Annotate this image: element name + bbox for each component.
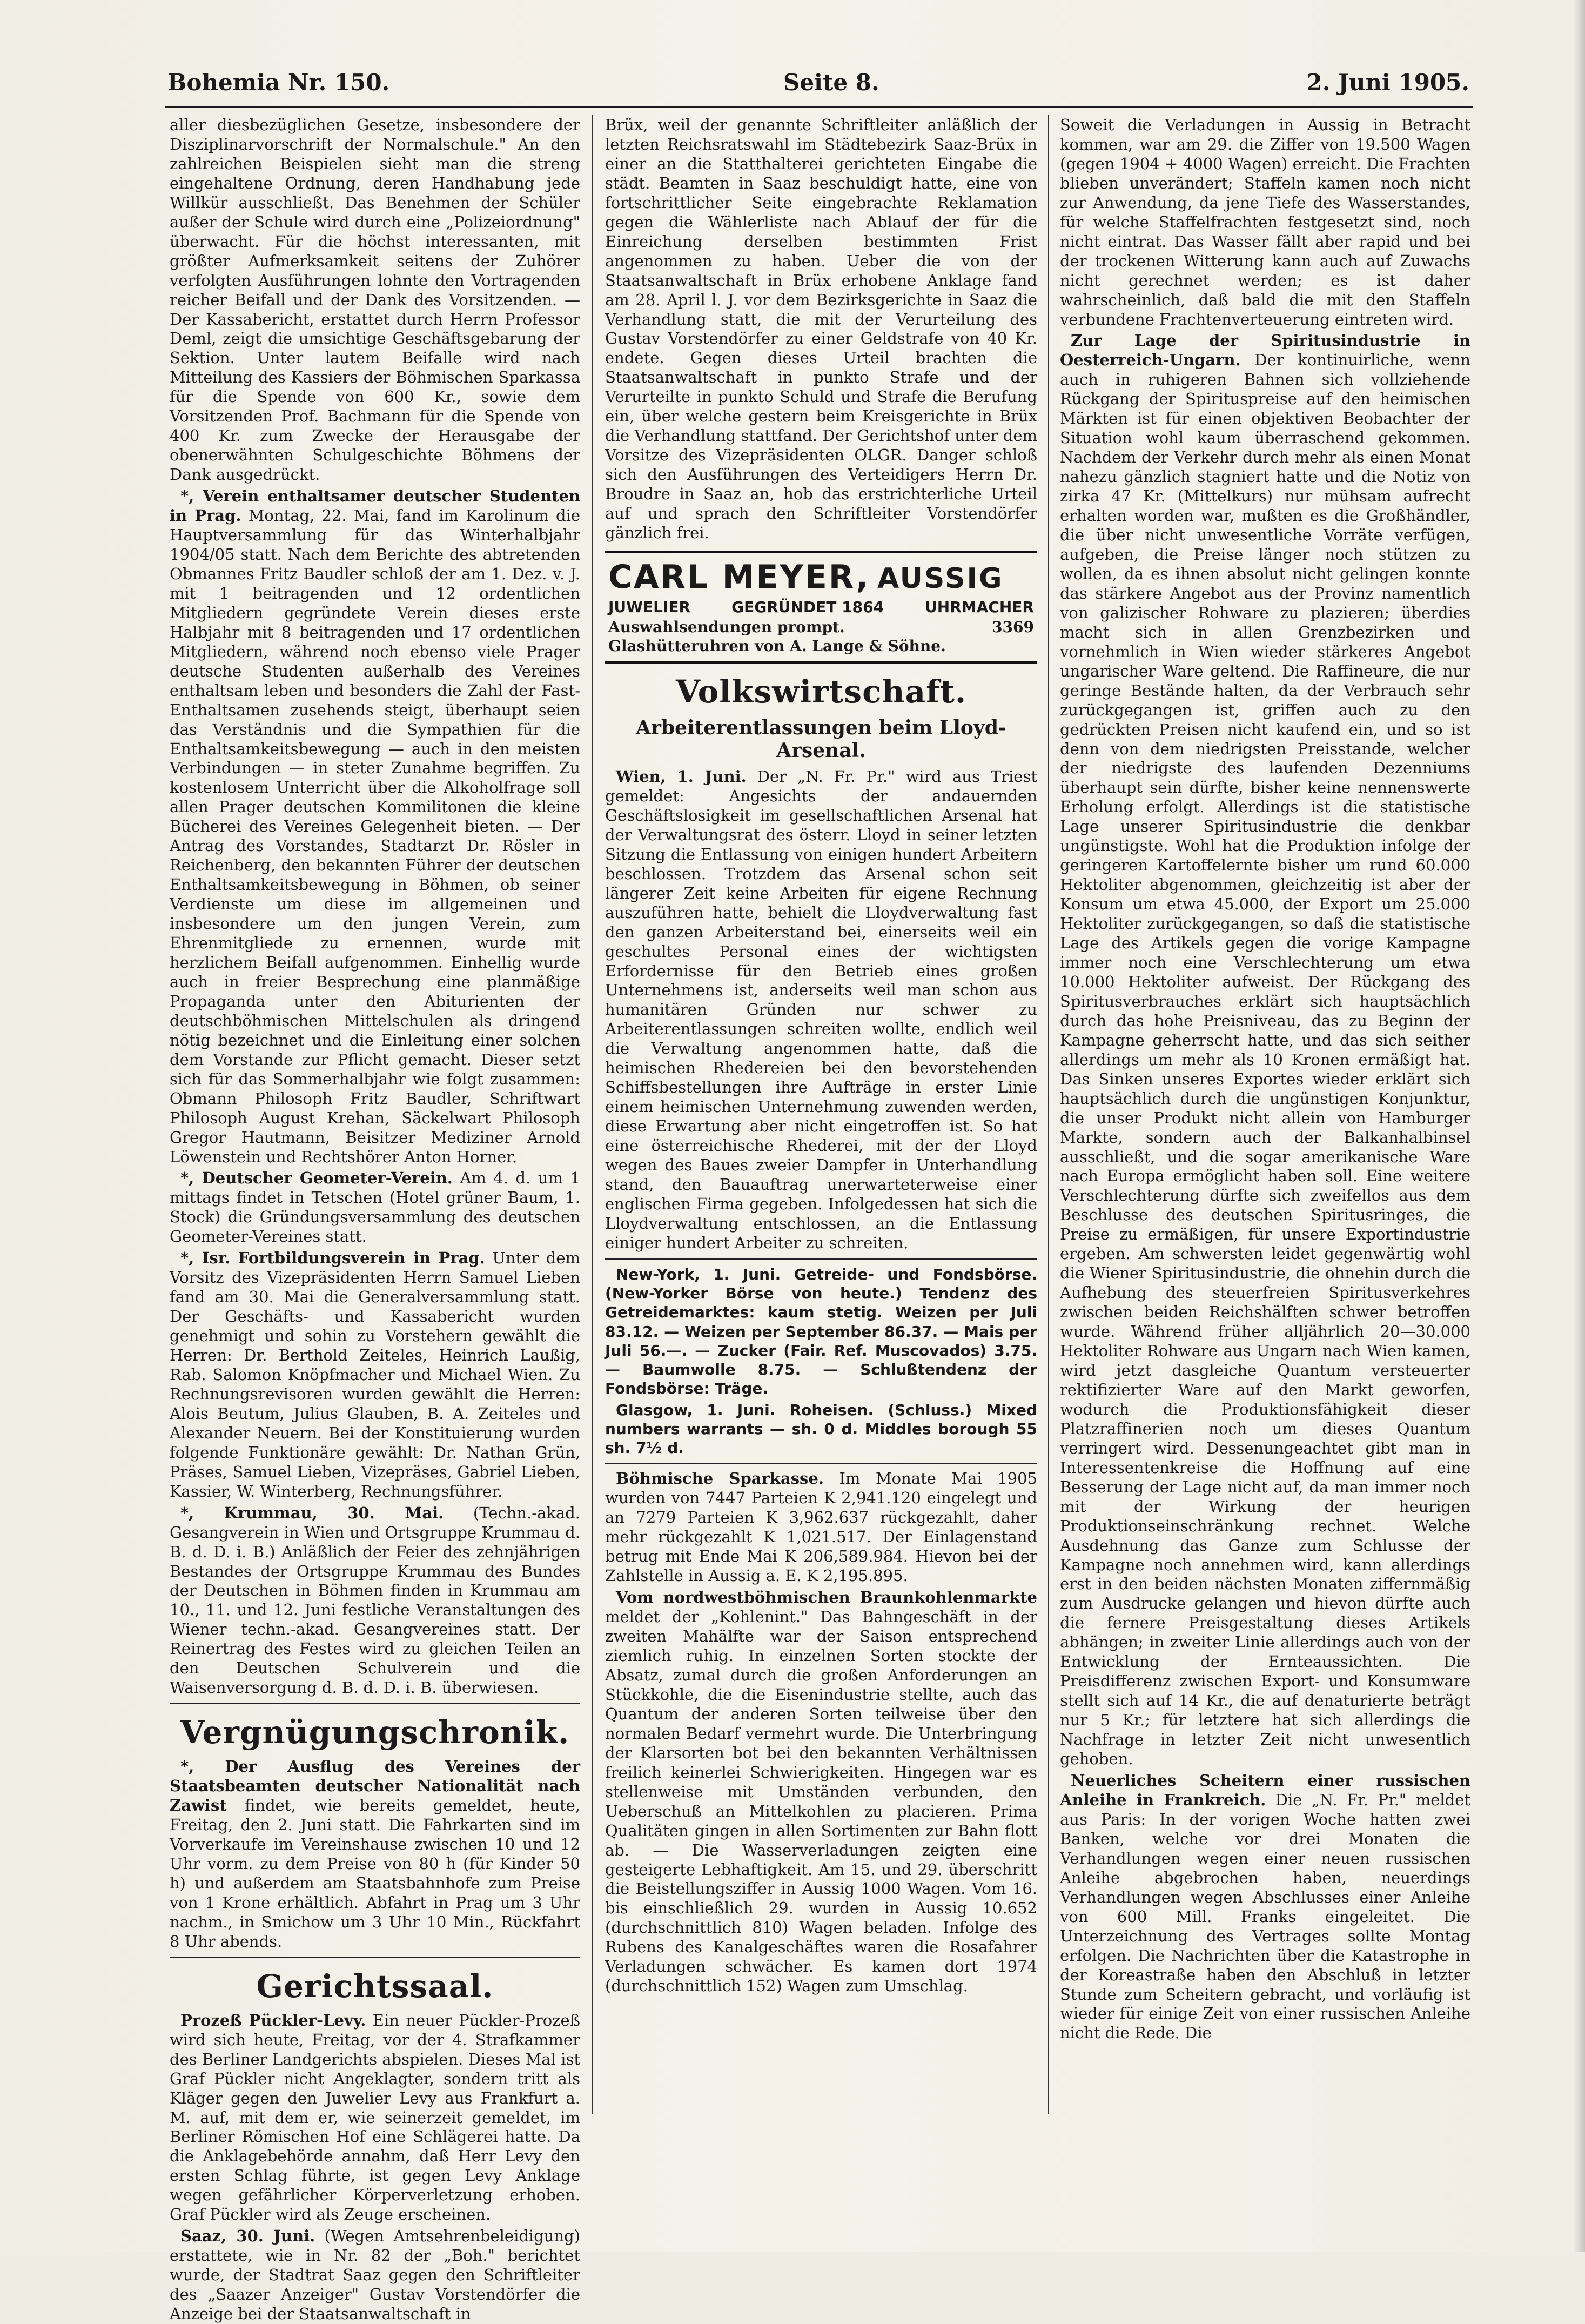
article-text: Der kontinuirliche, wenn auch in ruhigeren Bahnen sich vollziehende Rückgang der Spirituspreise auf den heimischen Märkten ist für einen objektiven Beobachter der Situation wohl kaum überraschend gekommen. Nachdem der Verkehr durch mehr als einen Monat nahezu gänzlich stagniert hatte und die Notiz von zirka 47 Kr. (Mittelkurs) nur mühsam aufrecht erhalten worden war, mußten es die Großhändler, die über nicht unwesentliche Vorräte verfügen, aufgeben, die Preise länger noch stützen zu wollen, da es ihnen absolut nicht gelingen konnte das stärkere Angebot aus der Provinz namentlich von galizischer Rohware zu plazieren; überdies macht sich in allen Grenzbezirken und vornehmlich in Wien wieder stärkeres Angebot ungarischer Ware geltend. Die Raffineure, die nur geringe Bestände halten, da der Verbrauch sehr zurückgegangen ist, griffen auch zu den gedrückten Preisen nicht kaufend ein, und so ist denn von dem niedrigsten Preisstande, welcher der niedrigste des laufenden Dezenniums überhaupt sein dürfte, bisher keine nennenswerte Erholung erfolgt. Allerdings ist die statistische Lage unserer Spiritusindustrie die denkbar ungünstigste. Wohl hat die Produktion infolge der geringeren Kartoffelernte bisher um rund 60.000 Hektoliter abgenommen, gleichzeitig ist aber der Konsum um etwa 45.000, der Export um 25.000 Hektoliter zurückgegangen, so daß die statistische Lage des Artikels gegen die vorige Kampagne immer noch eine Verschlechterung um etwa 10.000 Hektoliter aufweist. Der Rückgang des Spiritusverbrauches erklärt sich hauptsächlich durch das hohe Preisniveau, das zu Beginn der Kampagne geherrscht hatte, und das sich seither allerdings um mehr als 10 Kronen ermäßigt hat. Das Sinken unseres Exportes wieder erklärt sich hauptsächlich durch die ungünstigen Konjunktur, die unser Produkt nicht allein von Hamburger Markte, sondern auch der Balkanhalbinsel ausschließt, und die sogar amerikanische Ware nach Europa ermöglicht haben soll. Eine weitere Verschlechterung dürfte sich zweifellos aus dem Beschlusse des deutschen Spiritusringes, die Preise zu ermäßigen, für unsere Exportindustrie ergeben. Am schwersten leidet gegenwärtig wohl die Wiener Spiritusindustrie, die ohnehin durch die Aufhebung des steuerfreien Spiritusverkehres zwischen beiden Reichshälften schwer betroffen wurde. Während früher alljährlich 20—30.000 Hektoliter Rohware aus Ungarn nach Wien kamen, wird jetzt dasgleiche Quantum versteuerter rektifizierter Ware auf den Markt geworfen, wodurch die Produktionsfähigkeit dieser Platzraffinerien noch um dieses Quantum verringert wird. Dessenungeachtet gibt man in Interessentenkreise die Hoffnung auf eine Besserung der Lage nicht auf, da man immer noch mit der Wirkung der heurigen Produktionseinschränkung rechnet. Welche Ausdehnung das Ganze zum Schlusse der Kampagne noch annehmen wird, kann allerdings erst in den beiden nächsten Monaten ziffernmäßig zum Ausdrucke gelangen und hievon dürfte auch die fernere Preisgestaltung dieses Artikels abhängen; in zweiter Linie allerdings auch von der Entwicklung der Ernteaussichten. Die Preisdifferenz zwischen Export- und Konsumware stellt sich auf 14 Kr., die auf denaturierte beträgt nur 5 Kr.; für letztere hat sich allerdings die Nachfrage in letzter Zeit nicht unwesentlich gehoben.	[1060, 351, 1471, 1769]
ad-city: AUSSIG	[877, 562, 1004, 595]
ad-service-line	[608, 618, 1034, 636]
article-text: Im Monate Mai 1905 wurden von 7447 Parteien K 2,941.120 eingelegt und an 7279 Parteien K 3,962.637 rückgezahlt, daher mehr rückgezahlt K 1,021.517. Der Einlagenstand betrug mit Ende Mai K 206,589.984. Hievon bei der Zahlstelle in Aussig a. E. K 2,195.895.	[605, 1469, 1037, 1585]
article-item	[170, 487, 580, 1167]
article-heading: Prozeß Pückler-Levy.	[180, 2011, 366, 2030]
article-text: Brüx, weil der genannte Schriftleiter anläßlich der letzten Reichsratswahl im Städtebezirk Saaz-Brüx in einer an die Statthalterei gerichteten Eingabe die städt. Beamten in Saaz beschuldigt hatte, eine von fortschrittlicher Seite eingebrachte Reklamation gegen die Wählerliste nach Ablauf der für die Einreichung derselben bestimmten Frist angenommen zu haben. Ueber die von der Staatsanwaltschaft in Brüx erhobene Anklage fand am 28. April l. J. vor dem Bezirksgerichte in Saaz die Verhandlung statt, die mit der Verurteilung des Gustav Vorstendörfer zu einer Geldstrafe von 40 Kr. endete. Gegen dieses Urteil brachten die Staatsanwaltschaft in punkto Strafe und der Verurteilte in punkto Schuld und Strafe die Berufung ein, über welche gestern beim Kreisgerichte in Brüx die Verhandlung stattfand. Der Gerichtshof unter dem Vorsitze des Vizepräsidenten OLGR. Danger schloß sich den Ausführungen des Verteidigers Herrn Dr. Broudre in Saaz an, hob das erstrichterliche Urteil auf und sprach den Schriftleiter Vorstendörfer gänzlich frei.	[605, 116, 1037, 543]
article-heading: Böhmische Sparkasse.	[616, 1469, 824, 1488]
page-header	[167, 69, 1469, 102]
article-text: Montag, 22. Mai, fand im Karolinum die Hauptversammlung für das Winterhalbjahr 1904/05 statt. Nach dem Berichte des abtretenden Obmannes Fritz Baudler schloß der am 1. Dez. v. J. mit 1 beitragenden und 12 ordentlichen Mitgliedern gegründete Verein dieses erste Halbjahr mit 8 beitragenden und 17 ordentlichen Mitgliedern, während noch ebenso viele Prager deutsche Studenten außerhalb des Vereines enthaltsam leben und besonders die Zahl der Fast-Enthaltsamen zusehends steigt, überhaupt seien das Verständnis und die Sympathien für die Enthaltsamkeitsbewegung — auch in den meisten Verbindungen — in steter Zunahme begriffen. Zu kostenlosem Unterricht über die Alkoholfrage soll allen Prager deutschen Kommilitonen die kleine Bücherei des Vereines Gelegenheit bieten. — Der Antrag des Vorstandes, Stadtarzt Dr. Rösler in Reichenberg, den bekannten Führer der deutschen Enthaltsamkeitsbewegung in Böhmen, ob seiner Verdienste um diese im allgemeinen und insbesondere um den jungen Verein, zum Ehrenmitgliede zu ernennen, wurde mit herzlichem Beifall aufgenommen. Einhellig wurde auch in freier Besprechung eine planmäßige Propaganda unter den Abiturienten der deutschböhmischen Mittelschulen als dringend nötig bezeichnet und die Einleitung einer solchen dem Vorstande zur Pflicht gemacht. Dieser setzt sich für das Sommerhalbjahr wie folgt zusammen: Obmann Philosoph Fritz Baudler, Schriftwart Philosoph August Krehan, Säckelwart Philosoph Gregor Hautmann, Beisitzer Mediziner Arnold Löwenstein und Rechtshörer Anton Horner.	[170, 506, 581, 1166]
article-item	[605, 1469, 1037, 1586]
article-heading: *, Der Ausflug des Vereines der Staatsbeamten deutscher Nationalität nach Zawist	[170, 1757, 580, 1815]
ad-juwelier: JUWELIER	[608, 598, 691, 616]
ad-auswahl: Auswahlsendungen prompt.	[608, 618, 845, 636]
article-heading: Zur Lage der Spiritusindustrie in Oesterreich-Ungarn.	[1060, 331, 1470, 370]
market-report-newyork: New-York, 1. Juni. Getreide- und Fondsbörse. (New-Yorker Börse von heute.) Tendenz des Getreidemarktes: kaum stetig. Weizen per Juli 83.12. — Weizen per September 86.37. — Mais per Juli 56.—. — Zucker (Fair. Ref. Muscovados) 3.75. — Baumwolle 8.75. — Schlußtendenz der Fondsbörse: Träge.	[605, 1265, 1037, 1398]
article-text: Die „N. Fr. Pr." meldet aus Paris: In der vorigen Woche hatten zwei Banken, welche vor drei Monaten die Verhandlungen wegen einer neuen russischen Anleihe abgebrochen haben, neuerdings Verhandlungen wegen Abschlusses einer Anleihe von 600 Mill. Franks eingeleitet. Die Unterzeichnung des Vertrages sollte Montag erfolgen. Die Nachrichten über die Katastrophe in der Koreastraße haben den Abschluß in letzter Stunde zum Scheitern gebracht, und vorläufig ist wieder für einige Zeit von einer russischen Anleihe nicht die Rede. Die	[1060, 1790, 1471, 2042]
ad-name-line	[608, 558, 1034, 596]
article-item	[170, 1757, 580, 1952]
article-title-arsenal: Arbeiterentlassungen beim Lloyd-Arsenal.	[636, 716, 1006, 762]
article-item	[170, 2227, 580, 2324]
article-text: (Wegen Amtsehrenbeleidigung) erstattete, wie in Nr. 82 der „Boh." berichtet wurde, der Stadtrat Saaz gegen den Schriftleiter des „Saazer Anzeiger" Gustav Vorstendörfer die Anzeige bei der Staatsanwaltschaft in	[170, 2227, 580, 2323]
article-text: (Techn.-akad. Gesangverein in Wien und Ortsgruppe Krummau d. B. d. D. i. B.) Anläßlich der Feier des zehnjährigen Bestandes der Ortsgruppe Krummau des Bundes der Deutschen in Böhmen finden in Krummau am 10., 11. und 12. Juni festliche Veranstaltungen des Wiener techn.-akad. Gesangvereines statt. Der Reinertrag des Festes wird zu gleichen Teilen an den Deutschen Schulverein und die Waisenversorgung d. B. d. D. i. B. überwiesen.	[170, 1503, 580, 1697]
ad-company-name: CARL MEYER,	[608, 558, 870, 596]
article-item	[170, 2011, 580, 2225]
article-item	[1060, 331, 1470, 1769]
issue-date: 2. Juni 1905.	[1306, 69, 1469, 96]
article-heading: *, Isr. Fortbildungsverein in Prag.	[180, 1249, 485, 1268]
article-heading: *, Deutscher Geometer-Verein.	[180, 1169, 453, 1188]
section-title-volkswirtschaft: Volkswirtschaft.	[675, 673, 967, 710]
article-text: Ein neuer Pückler-Prozeß wird sich heute, Freitag, vor der 4. Strafkammer des Berliner Landgerichts abspielen. Dieses Mal ist Graf Pückler nicht Angeklagter, sondern tritt als Kläger gegen den Juwelier Levy aus Frankfurt a. M. auf, mit dem er, wie seinerzeit gemeldet, im Berliner Römischen Hof eine Schlägerei hatte. Da die Anklagebehörde annahm, daß Herr Levy den ersten Schlag führte, ist gegen Levy Anklage wegen gefährlicher Körperverletzung erhoben. Graf Pückler wird als Zeuge erscheinen.	[170, 2011, 580, 2224]
section-rule	[605, 1463, 1037, 1464]
article-text: findet, wie bereits gemeldet, heute, Freitag, den 2. Juni statt. Die Fahrkarten sind im Vorverkaufe im Vereinshause zwischen 10 und 12 Uhr vorm. zu dem Preise von 80 h (für Kinder 50 h) und außerdem am Staatsbahnhofe zum Preise von 1 Krone erhältlich. Abfahrt in Prag um 3 Uhr nachm., in Smichow um 3 Uhr 10 Min., Rückfahrt 8 Uhr abends.	[170, 1796, 581, 1951]
column-left	[170, 116, 581, 2323]
article-heading: Saaz, 30. Juni.	[180, 2227, 315, 2246]
section-rule	[170, 1703, 580, 1704]
article-heading: Vom nordwestböhmischen Braunkohlenmarkte	[616, 1588, 1037, 1607]
section-rule	[605, 1258, 1037, 1260]
column-divider-1	[592, 115, 593, 2114]
column-middle	[605, 116, 1037, 2112]
article-item	[170, 1504, 580, 1698]
ad-founded: GEGRÜNDET 1864	[731, 598, 884, 616]
article-text: Der „N. Fr. Pr." wird aus Triest gemeldet: Angesichts der andauernden Geschäftslosigkeit im gesellschaftlichen Arsenal hat der Verwaltungsrat des österr. Lloyd in seiner letzten Sitzung die Entlassung von einigen hundert Arbeitern beschlossen. Trotzdem das Arsenal schon seit längerer Zeit keine Arbeiten für eigene Rechnung auszuführen hatte, behielt die Lloydverwaltung fast den ganzen Arbeiterstand bei, einerseits weil ein geschultes Personal eines der wichtigsten Erfordernisse für den Betrieb eines großen Unternehmens ist, anderseits weil man schon aus humanitären Gründen nur schwer zu Arbeiterentlassungen schreiten wollte, endlich weil die Verwaltung angenommen hatte, daß die heimischen Rhedereien bei den bevorstehenden Schiffsbestellungen ihre Aufträge in erster Linie einem heimischen Unternehmung zuwenden werden, diese Erwartung aber nicht eingetroffen ist. So hat eine österreichische Rhederei, mit der der Lloyd wegen des Baues zweier Dampfer in Unterhandlung stand, den Bauauftrag unerwarteterweise einer englischen Firma gegeben. Infolgedessen hat sich die Lloydverwaltung entschlossen, an die Entlassung einiger hundert Arbeiter zu schreiten.	[605, 767, 1037, 1252]
article-heading: *, Krummau, 30. Mai.	[180, 1503, 444, 1522]
section-rule	[170, 1957, 580, 1958]
advertisement-carl-meyer	[605, 551, 1037, 664]
section-title-gerichtssaal: Gerichtssaal.	[256, 1967, 494, 2005]
ad-glashuette: Glashütteruhren von A. Lange & Söhne.	[608, 637, 946, 655]
article-item	[1060, 1771, 1470, 2043]
article-text: meldet der „Kohlenint." Das Bahngeschäft in der zweiten Mahälfte war der Saison entsprechend ziemlich ruhig. In einzelnen Sorten stockte der Absatz, zumal durch die großen Anforderungen an Stückkohle, die die Eisenindustrie stellte, auch das Quantum der anderen Sorten teilweise über den normalen Bedarf vermehrt wurde. Die Unterbringung der Klarsorten bot bei den bekannten Verhältnissen freilich keinerlei Schwierigkeiten. Hingegen war es stellenweise mit Umständen verbunden, den Ueberschuß an Mittelkohlen zu placieren. Prima Qualitäten gingen in allen Sortimenten zur Bahn flott ab. — Die Wasserverladungen zeigten eine gesteigerte Lebhaftigkeit. Am 15. und 29. überschritt die Beistellungsziffer in Aussig 1000 Wagen. Vom 16. bis einschließlich 29. wurden in Aussig 10.652 (durchschnittlich 810) Wagen beladen. Infolge des Rubens des Kanalgeschäftes waren die Rosafahrer Verladungen schwächer. Es kamen dort 1974 (durchschnittlich 152) Wagen zum Umschlag.	[605, 1608, 1037, 1995]
column-right	[1060, 116, 1470, 2112]
market-report-glasgow: Glasgow, 1. Juni. Roheisen. (Schluss.) Mixed numbers warrants — sh. 0 d. Middles borough 55 sh. 7½ d.	[605, 1401, 1037, 1457]
page-number: Seite 8.	[783, 69, 879, 96]
page-edge-shadow	[1573, 0, 1585, 2252]
article-text: aller diesbezüglichen Gesetze, insbesondere der Disziplinarvorschrift der Normalschule." An den zahlreichen Beispielen sieht man die streng eingehaltene Ordnung, deren Handhabung jede Willkür ausschließt. Das Benehmen der Schüler außer der Schule wird durch eine „Polizeiordnung" überwacht. Für die höchst interessanten, mit größter Aufmerksamkeit seitens der Zuhörer verfolgten Ausführungen lohnte den Vortragenden reicher Beifall und der Dank des Vorsitzenden. — Der Kassabericht, erstattet durch Herrn Professor Deml, zeigt die umsichtige Geschäftsgebarung der Sektion. Unter lautem Beifalle wird nach Mitteilung des Kassiers der Böhmischen Sparkassa für die Spende von 600 Kr., sowie dem Vorsitzenden Prof. Bachmann für die Spende von 400 Kr. zum Zwecke der Herausgabe der obenerwähnten Schulgeschichte Böhmens der Dank ausgedrückt.	[170, 116, 580, 484]
section-title-vergnuegungschronik: Vergnügungschronik.	[180, 1714, 570, 1751]
article-item	[170, 1249, 580, 1501]
article-item	[605, 1588, 1037, 1996]
ad-number: 3369	[992, 618, 1034, 636]
article-text: Unter dem Vorsitz des Vizepräsidenten Herrn Samuel Lieben fand am 30. Mai die Generalversammlung statt. Der Geschäfts- und Kassabericht wurden genehmigt und sohin zu Vorstehern gewählt die Herren: Dr. Berthold Zeiteles, Heinrich Laußig, Rab. Salomon Knöpfmacher und Michael Wien. Zu Rechnungsrevisoren wurden gewählt die Herren: Alois Beutum, Julius Glauben, B. A. Zeiteles und Alexander Neuern. Bei der Konstituierung wurden folgende Funktionäre gewählt: Dr. Nathan Grün, Präses, Samuel Lieben, Vizepräses, Gabriel Lieben, Kassier, W. Winterberg, Rechnungsführer.	[170, 1249, 581, 1501]
article-text: Am 4. d. um 1 mittags findet in Tetschen (Hotel grüner Baum, 1. Stock) die Gründungsversammlung des deutschen Geometer-Vereines statt.	[170, 1169, 580, 1246]
ad-uhrmacher: UHRMACHER	[925, 598, 1034, 616]
publication-name: Bohemia Nr. 150.	[167, 69, 390, 96]
header-rule	[165, 106, 1473, 108]
article-text: Soweit die Verladungen in Aussig in Betracht kommen, war am 29. die Ziffer von 19.500 Wagen (gegen 1904 + 4000 Wagen) erreicht. Die Frachten blieben unverändert; Staffeln kamen noch nicht zur Anwendung, da jene Tiefe des Wasserstandes, für welche Staffelfrachten festgesetzt sind, noch nicht eintrat. Das Wasser fällt aber rapid und bei der trockenen Witterung kann auch auf Zuwachs nicht gerechnet werden; es ist daher wahrscheinlich, daß bald die mit den Staffeln verbundene Frachtenverteuerung eintreten wird.	[1060, 116, 1470, 329]
column-divider-2	[1048, 115, 1049, 2114]
article-heading: Wien, 1. Juni.	[616, 767, 747, 786]
ad-trade-line	[608, 598, 1034, 616]
article-heading: *, Verein enthaltsamer deutscher Studenten in Prag.	[170, 487, 580, 525]
article-item	[605, 767, 1037, 1253]
article-item	[170, 1169, 580, 1247]
article-heading: Neuerliches Scheitern einer russischen Anleihe in Frankreich.	[1060, 1771, 1470, 1809]
